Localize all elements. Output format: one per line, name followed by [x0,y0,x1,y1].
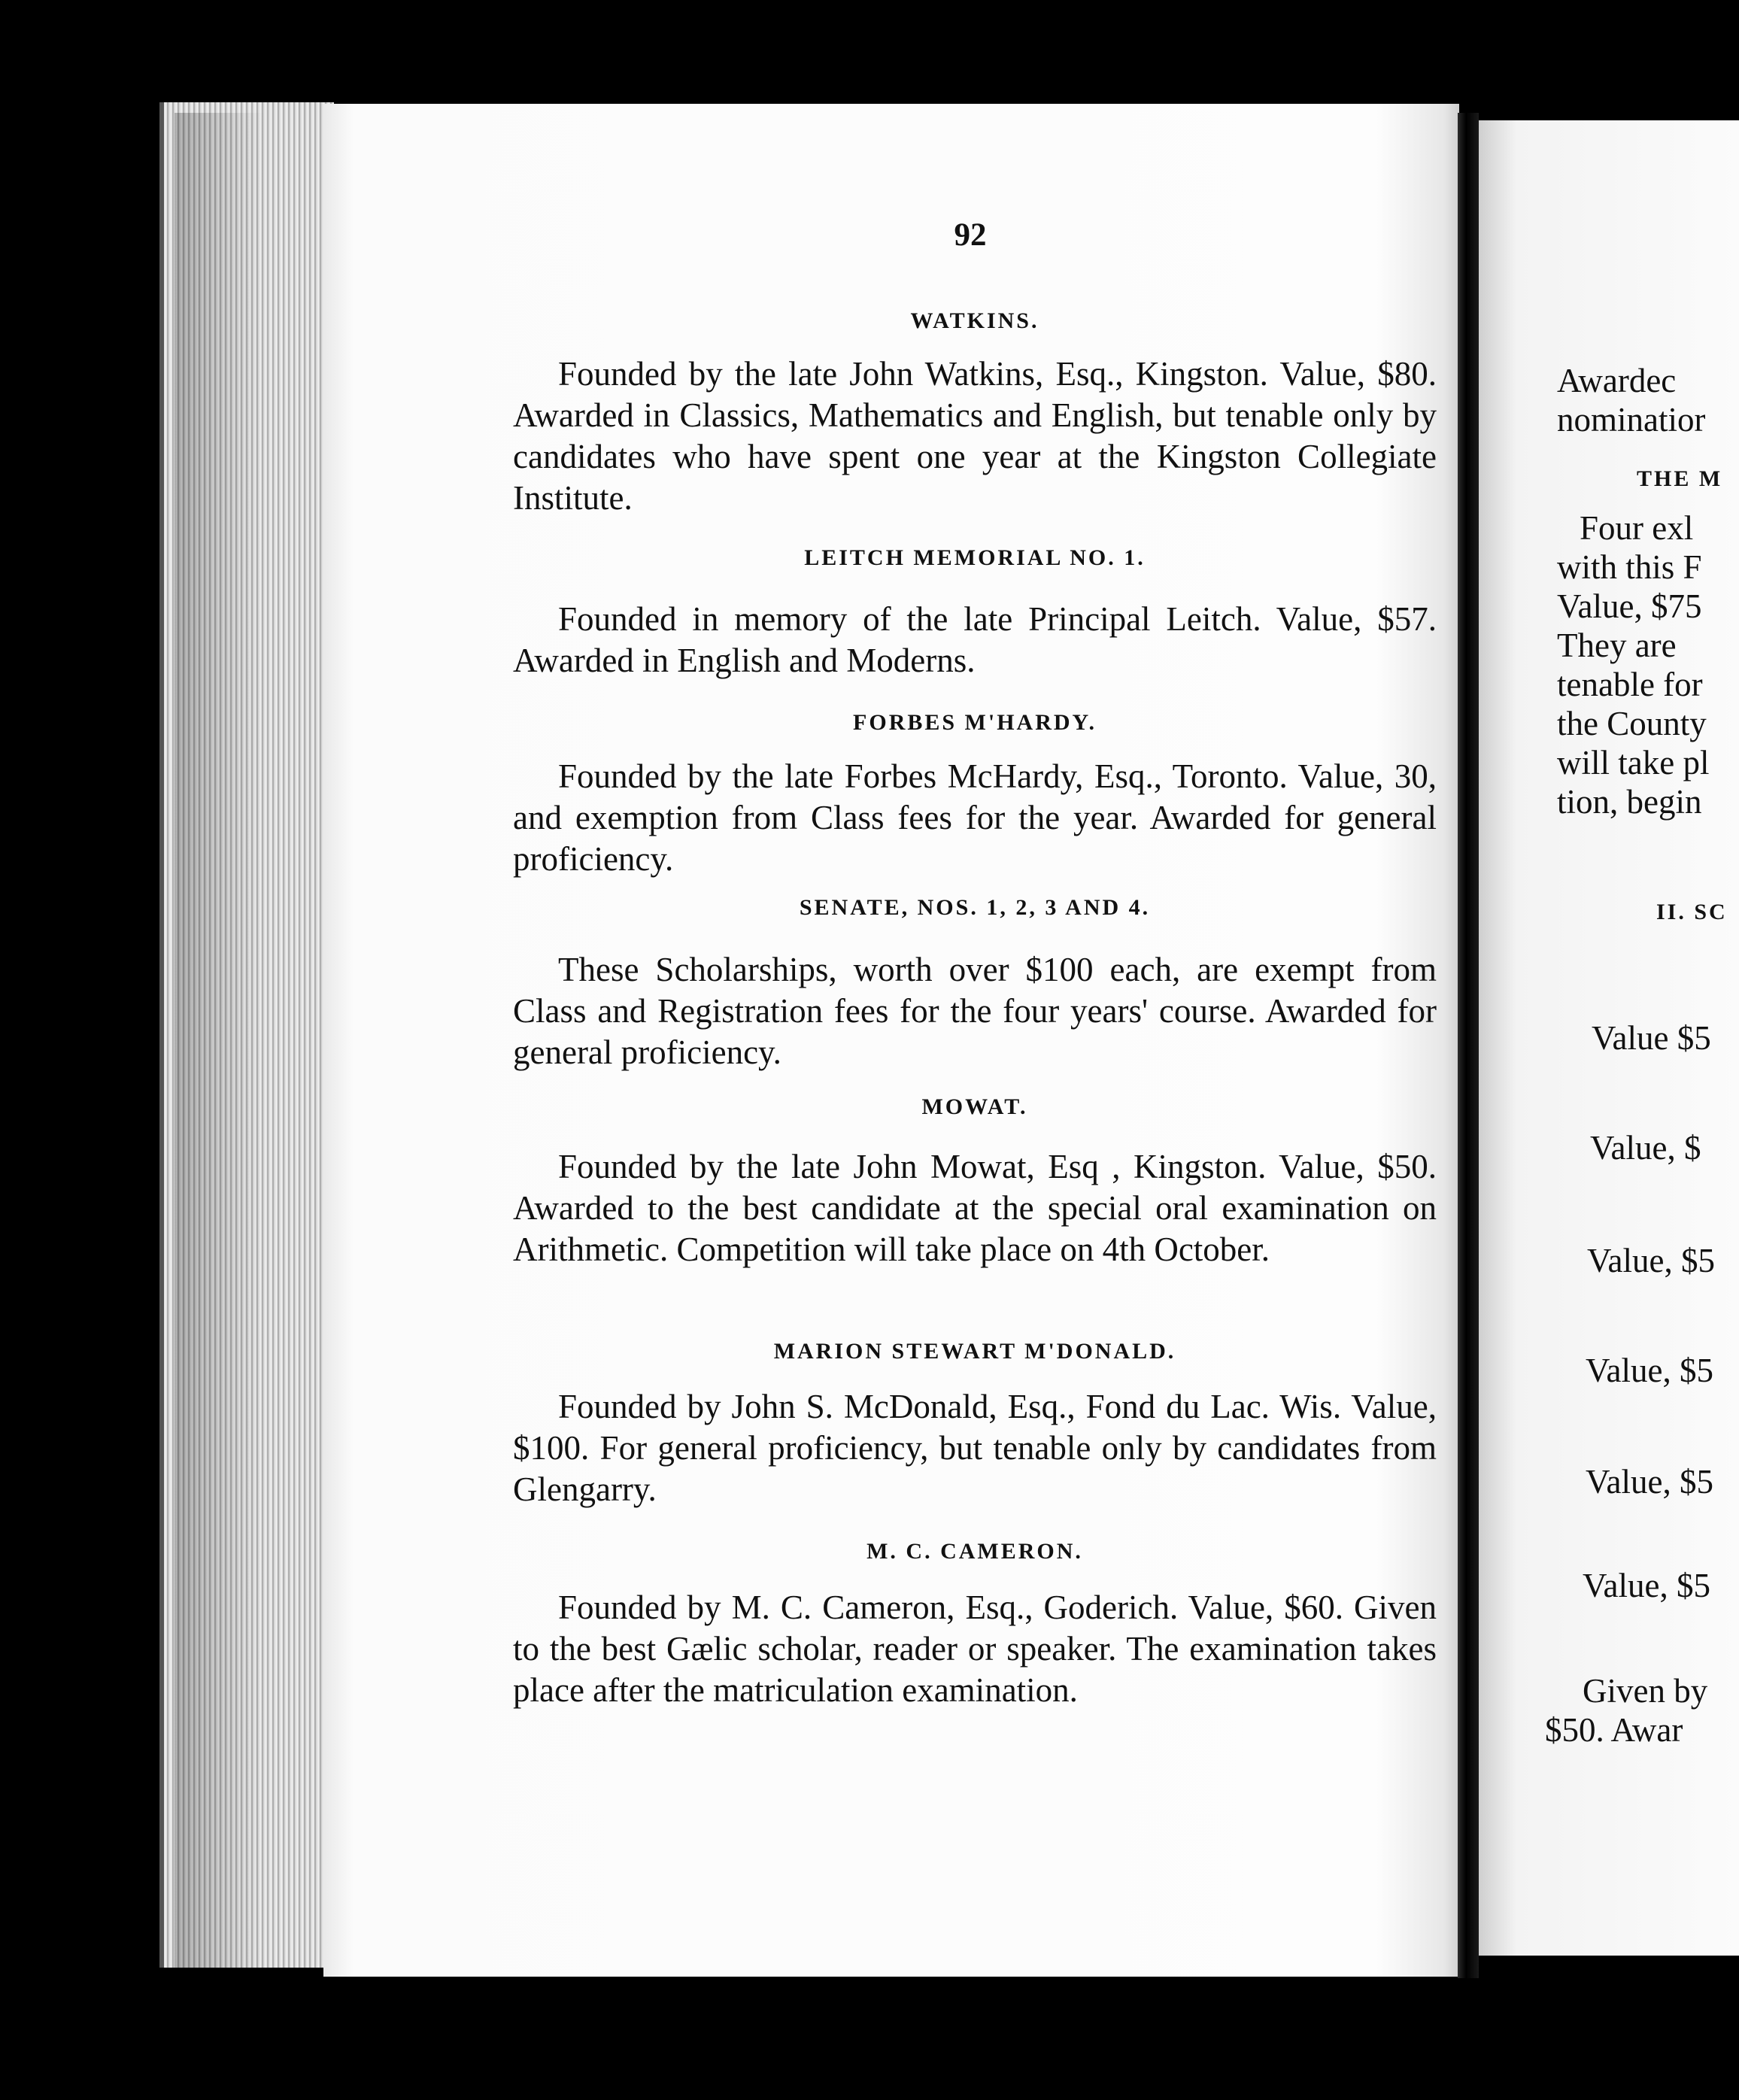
right-page-fragment: nominatior [1557,401,1706,439]
right-page-fragment: Value, $5 [1586,1352,1713,1389]
section-heading-leitch-memorial: LEITCH MEMORIAL NO. 1. [804,545,1146,570]
right-page-fragment: $50. Awar [1545,1711,1683,1749]
right-page-fragment: will take pl [1557,744,1710,781]
right-page-fragment: with this F [1557,548,1702,586]
right-page-fragment: Value $5 [1592,1019,1711,1057]
right-page-fragment: Value, $ [1590,1129,1701,1167]
right-page-fragment: Value, $5 [1587,1242,1715,1279]
section-text-senate: These Scholarships, worth over $100 each, are exempt from Class and Registration fees for the four years' course. Awarded for general proficiency. [513,951,1437,1071]
right-page-fragment: tenable for [1557,666,1703,703]
right-page-fragment: Value, $5 [1586,1463,1713,1501]
book-gutter [1458,113,1479,1978]
right-page-fragment: Value, $75 [1557,587,1702,625]
right-page-fragment: II. SC [1656,900,1728,924]
section-text-mc-cameron: Founded by M. C. Cameron, Esq., Goderich. Value, $60. Given to the best Gælic scholar, reader or speaker. The examination takes place after the matriculation examination. [513,1589,1437,1709]
section-text-mowat: Founded by the late John Mowat, Esq , Kingston. Value, $50. Awarded to the best candidate at the special oral examination on Arithmetic. Competition will take place on 4th October. [513,1148,1437,1268]
section-heading-watkins: WATKINS. [910,308,1039,333]
section-text-watkins: Founded by the late John Watkins, Esq., Kingston. Value, $80. Awarded in Classics, Mathematics and English, but tenable only by candidates who have spent one year at the Kingston Collegiate Institute. [513,355,1437,517]
section-heading-mowat: MOWAT. [921,1094,1028,1119]
section-heading-forbes-mhardy: FORBES M'HARDY. [853,710,1097,735]
right-page-fragment: tion, begin [1557,783,1702,821]
section-text-leitch-memorial: Founded in memory of the late Principal Leitch. Value, $57. Awarded in English and Moderns. [513,600,1437,679]
section-heading-marion-stewart-mcdonald: MARION STEWART M'DONALD. [773,1339,1176,1364]
section-text-marion-stewart-mcdonald: Founded by John S. McDonald, Esq., Fond du Lac. Wis. Value, $100. For general proficiency, but tenable only by candidates from Glengarry. [513,1388,1437,1508]
section-heading-senate: SENATE, NOS. 1, 2, 3 AND 4. [799,895,1151,920]
section-heading-mc-cameron: M. C. CAMERON. [866,1539,1083,1564]
right-page-fragment: Four exl [1580,509,1694,547]
right-page-fragment: They are [1557,627,1677,664]
page-curl-shadow [175,113,325,1971]
right-page-fragment: Awardec [1557,362,1677,399]
section-text-forbes-mhardy: Founded by the late Forbes McHardy, Esq., Toronto. Value, 30, and exemption from Class fees for the year. Awarded for general proficiency. [513,757,1437,878]
right-page-fragment: Value, $5 [1583,1567,1710,1604]
page-number: 92 [954,217,987,253]
right-page-fragment: THE M [1637,466,1723,491]
right-page-fragment: the County [1557,705,1707,742]
right-page-fragment: Given by [1583,1672,1708,1710]
